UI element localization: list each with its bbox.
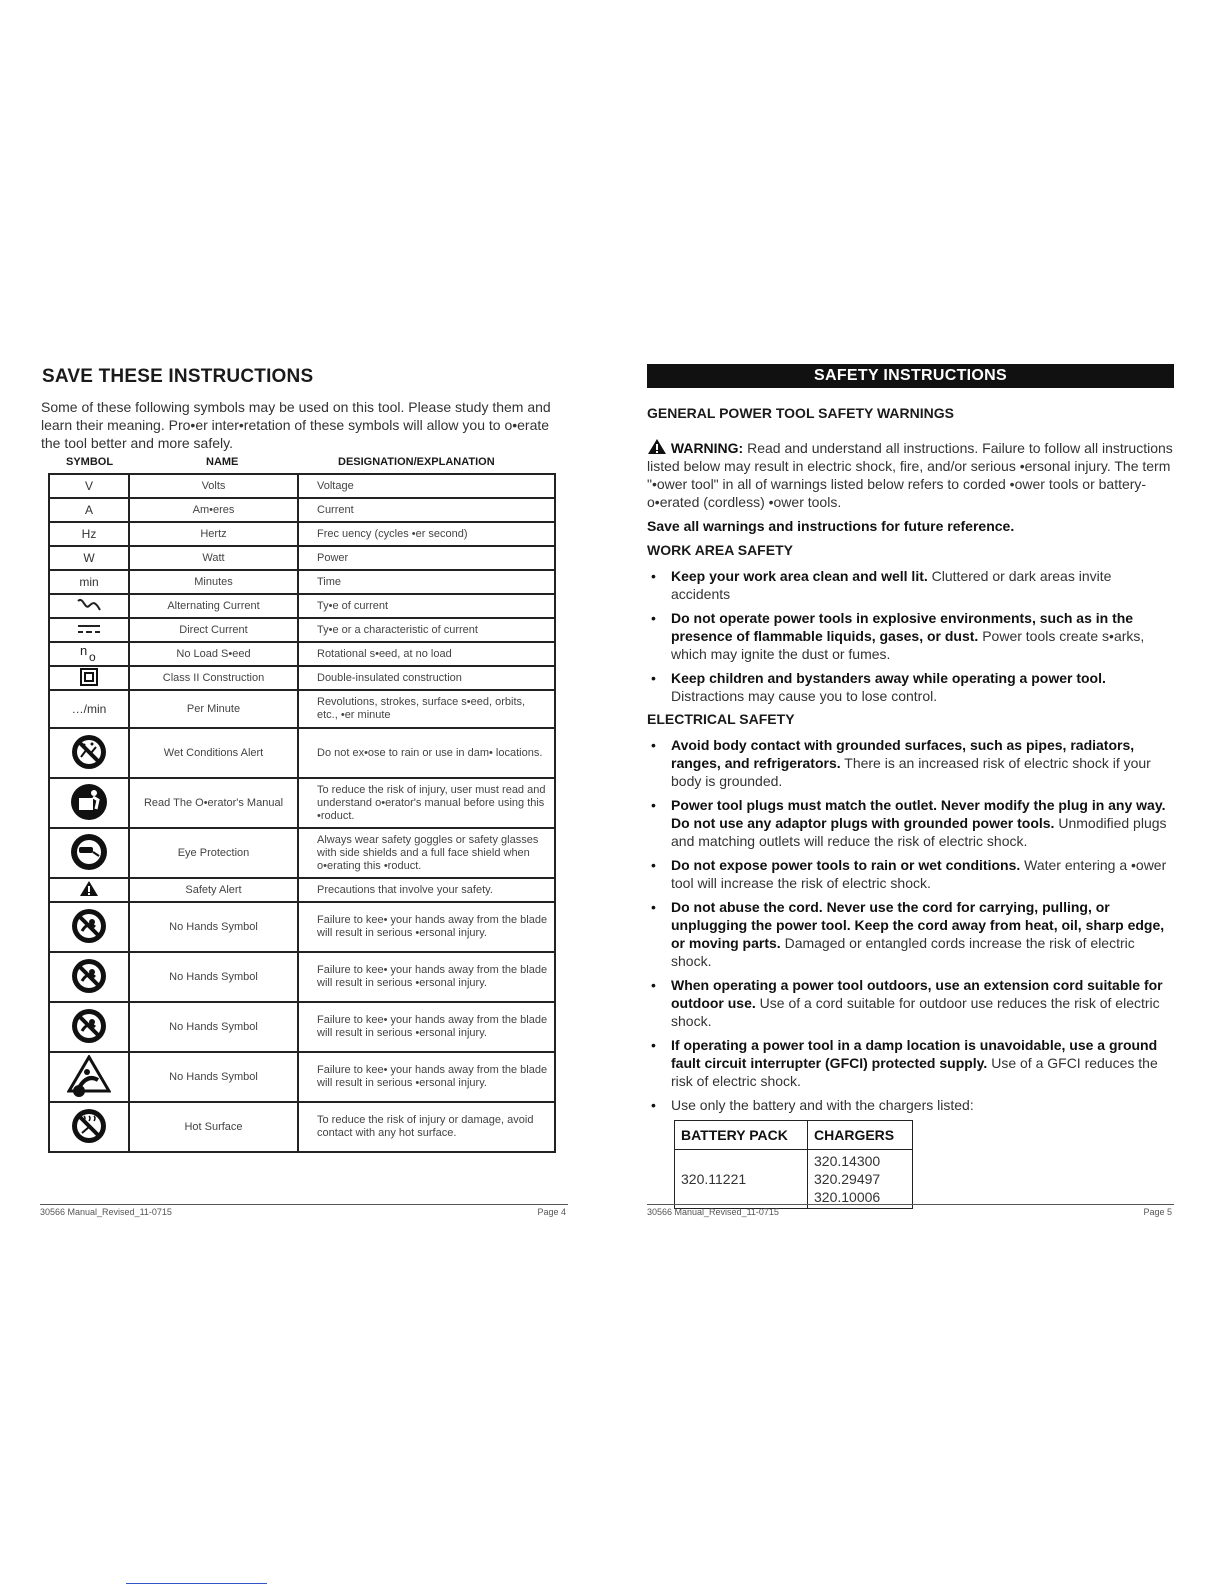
symbol-cell [49, 594, 129, 618]
bullet-text: Cluttered or dark areas invite accidents [671, 568, 1112, 602]
symbol-explanation: Rotational s•eed, at no load [298, 642, 555, 666]
chargers-values [808, 1150, 913, 1209]
symbol-name: Watt [129, 546, 298, 570]
symbol-explanation: Failure to kee• your hands away from the blade will result in serious •ersonal injury. [298, 1052, 555, 1102]
bullet-item [647, 567, 1174, 603]
symbol-table-row [49, 1002, 555, 1052]
bullet-bold-text: Do not abuse the cord. Never use the cord for carrying, pulling, or unplugging the power tool. Keep the cord away from heat, oil, sharp edge, or moving parts. [671, 899, 1165, 951]
symbol-table-row [49, 666, 555, 690]
symbol-table-row [49, 546, 555, 570]
symbol-cell [49, 902, 129, 952]
symbol-table-row [49, 1052, 555, 1102]
symbol-table-row [49, 952, 555, 1002]
bullet-item [647, 976, 1174, 1030]
bullet-item [647, 856, 1174, 892]
symbol-table-row [49, 474, 555, 498]
symbol-explanation: To reduce the risk of injury or damage, avoid contact with any hot surface. [298, 1102, 555, 1152]
symbol-explanation: Ty•e or a characteristic of current [298, 618, 555, 642]
symbol-cell [49, 778, 129, 828]
symbol-table-row [49, 778, 555, 828]
symbol-table-row [49, 642, 555, 666]
chargers-header: CHARGERS [808, 1121, 913, 1150]
symbol-explanation: Failure to kee• your hands away from the blade will result in serious •ersonal injury. [298, 952, 555, 1002]
symbol-name: Hertz [129, 522, 298, 546]
symbol-text: Hz [49, 522, 129, 546]
column-header-symbol: SYMBOL [66, 456, 114, 468]
charger-model: 320.14300 [814, 1153, 881, 1169]
symbol-name: Read The O•erator's Manual [129, 778, 298, 828]
left-page [40, 366, 568, 471]
bullet-item [647, 1096, 1174, 1114]
symbol-explanation: Failure to kee• your hands away from the blade will result in serious •ersonal injury. [298, 902, 555, 952]
bullet-item [647, 1036, 1174, 1090]
symbol-text: W [49, 546, 129, 570]
footer-document-code: 30566 Manual_Revised_11-0715 [40, 1207, 172, 1217]
symbol-explanation: Power [298, 546, 555, 570]
warning-paragraph [647, 438, 1174, 511]
symbol-table-row [49, 594, 555, 618]
bullet-bold-text: Keep your work area clean and well lit. [671, 568, 928, 584]
symbol-table-row [49, 828, 555, 878]
symbol-cell [49, 1052, 129, 1102]
bullet-item [647, 736, 1174, 790]
bullet-text: Use of a cord suitable for outdoor use reduces the risk of electric shock. [671, 995, 1160, 1029]
column-header-name: NAME [206, 456, 239, 468]
svg-text:n: n [80, 643, 88, 658]
symbol-cell [49, 642, 129, 666]
section-banner: SAFETY INSTRUCTIONS [647, 364, 1174, 388]
symbol-explanation: Failure to kee• your hands away from the blade will result in serious •ersonal injury. [298, 1002, 555, 1052]
bullet-text: Power tools create s•arks, which may ignite the dust or fumes. [671, 628, 1145, 662]
symbol-name: No Hands Symbol [129, 1052, 298, 1102]
bullet-text: Use of a GFCI reduces the risk of electric shock. [671, 1055, 1158, 1089]
symbol-explanation: Precautions that involve your safety. [298, 878, 555, 902]
symbol-name: Class II Construction [129, 666, 298, 690]
bullet-bold-text: Avoid body contact with grounded surfaces, such as pipes, radiators, ranges, and refrigerators. [671, 737, 1135, 771]
symbol-cell [49, 828, 129, 878]
symbol-text: V [49, 474, 129, 498]
safety-alert-icon [79, 880, 99, 900]
symbol-name: Eye Protection [129, 828, 298, 878]
bullet-text: Water entering a •ower tool will increase the risk of electric shock. [671, 857, 1167, 891]
bullet-item [647, 898, 1174, 970]
work-area-list [647, 567, 1174, 705]
symbol-name: Per Minute [129, 690, 298, 728]
no-hands-icon [70, 907, 108, 948]
bullet-bold-text: When operating a power tool outdoors, use an extension cord suitable for outdoor use. [671, 977, 1163, 1011]
symbol-table-row [49, 728, 555, 778]
symbol-table-row [49, 1102, 555, 1152]
charger-model: 320.29497 [814, 1171, 881, 1187]
no-hands-warning-icon [67, 1055, 111, 1100]
symbol-name: Wet Conditions Alert [129, 728, 298, 778]
bullet-bold-text: Do not operate power tools in explosive environments, such as in the presence of flammable liquids, gases, or dust. [671, 610, 1134, 644]
symbol-text: min [49, 570, 129, 594]
bullet-text: Damaged or entangled cords increase the risk of electric shock. [671, 935, 1135, 969]
direct-current-icon [76, 623, 102, 638]
svg-text:o: o [89, 649, 96, 662]
hot-surface-icon [70, 1107, 108, 1148]
left-footer [40, 1204, 568, 1217]
symbol-name: No Hands Symbol [129, 902, 298, 952]
symbol-explanation: Revolutions, strokes, surface s•eed, orbits, etc., •er minute [298, 690, 555, 728]
eye-protection-icon [69, 832, 109, 875]
no-hands-icon [70, 957, 108, 998]
general-warnings-heading: GENERAL POWER TOOL SAFETY WARNINGS [647, 405, 954, 421]
footer-page-number: Page 4 [537, 1207, 566, 1217]
symbol-cell [49, 878, 129, 902]
symbol-name: Minutes [129, 570, 298, 594]
no-load-speed-icon [76, 644, 102, 665]
save-warnings-line: Save all warnings and instructions for future reference. [647, 518, 1015, 534]
symbol-name: Alternating Current [129, 594, 298, 618]
bullet-text: Distractions may cause you to lose control. [671, 688, 938, 704]
symbol-explanation: Always wear safety goggles or safety glasses with side shields and a full face shield when o•erating this •roduct. [298, 828, 555, 878]
bullet-bold-text: Do not expose power tools to rain or wet conditions. [671, 857, 1021, 873]
symbol-cell [49, 1102, 129, 1152]
symbol-name: Volts [129, 474, 298, 498]
electrical-safety-list [647, 736, 1174, 1114]
bullet-item [647, 609, 1174, 663]
symbol-explanation: Voltage [298, 474, 555, 498]
battery-pack-header: BATTERY PACK [675, 1121, 808, 1150]
wet-conditions-icon [70, 733, 108, 774]
symbol-table-row [49, 522, 555, 546]
charger-model: 320.10006 [814, 1189, 881, 1205]
symbol-explanation: Double-insulated construction [298, 666, 555, 690]
column-header-designation: DESIGNATION/EXPLANATION [338, 456, 495, 468]
alternating-current-icon [76, 598, 102, 615]
bullet-text: Use only the battery and with the chargers listed: [671, 1097, 974, 1113]
symbol-table-row [49, 902, 555, 952]
symbol-explanation: To reduce the risk of injury, user must read and understand o•erator's manual before using this •roduct. [298, 778, 555, 828]
footer-document-code: 30566 Manual_Revised_11-0715 [647, 1207, 779, 1217]
symbol-table [48, 473, 556, 1153]
symbol-name: Direct Current [129, 618, 298, 642]
battery-pack-value: 320.11221 [675, 1150, 808, 1209]
symbol-name: No Load S•eed [129, 642, 298, 666]
warning-text: Read and understand all instructions. Failure to follow all instructions listed below may result in electric shock, fire, and/or serious •ersonal injury. The term "•ower tool" in all of warnings listed below refers to corded •ower tools or battery-o•erated (cordless) •ower tools. [647, 440, 1173, 510]
right-footer [647, 1204, 1174, 1217]
symbol-name: No Hands Symbol [129, 1002, 298, 1052]
symbol-cell [49, 618, 129, 642]
page-title: SAVE THESE INSTRUCTIONS [42, 366, 314, 387]
footer-page-number: Page 5 [1143, 1207, 1172, 1217]
right-page [647, 364, 1174, 1209]
symbol-cell [49, 666, 129, 690]
symbol-table-row [49, 690, 555, 728]
symbol-cell [49, 952, 129, 1002]
symbol-explanation: Time [298, 570, 555, 594]
electrical-safety-heading: ELECTRICAL SAFETY [647, 711, 795, 727]
symbol-text: …/min [49, 690, 129, 728]
bullet-bold-text: Keep children and bystanders away while operating a power tool. [671, 670, 1106, 686]
symbol-name: Safety Alert [129, 878, 298, 902]
symbol-table-header [40, 456, 568, 471]
bullet-bold-text: If operating a power tool in a damp location is unavoidable, use a ground fault circuit interrupter (GFCI) protected supply. [671, 1037, 1158, 1071]
symbol-table-row [49, 618, 555, 642]
symbol-explanation: Ty•e of current [298, 594, 555, 618]
symbol-name: Am•eres [129, 498, 298, 522]
bullet-bold-text: Power tool plugs must match the outlet. Never modify the plug in any way. Do not use any adaptor plugs with grounded power tools. [671, 797, 1166, 831]
symbol-table-row [49, 498, 555, 522]
work-area-heading: WORK AREA SAFETY [647, 542, 793, 558]
bullet-text: There is an increased risk of electric shock if your body is grounded. [671, 755, 1151, 789]
symbol-explanation: Do not ex•ose to rain or use in dam• locations. [298, 728, 555, 778]
battery-charger-table [674, 1120, 913, 1209]
symbol-name: No Hands Symbol [129, 952, 298, 1002]
symbol-cell [49, 1002, 129, 1052]
warning-triangle-icon [647, 438, 667, 455]
symbol-name: Hot Surface [129, 1102, 298, 1152]
symbol-cell [49, 728, 129, 778]
symbol-explanation: Current [298, 498, 555, 522]
symbol-explanation: Frec uency (cycles •er second) [298, 522, 555, 546]
warning-label: WARNING: [670, 440, 744, 456]
symbol-table-row [49, 878, 555, 902]
symbol-table-row [49, 570, 555, 594]
no-hands-icon [70, 1007, 108, 1048]
symbol-text: A [49, 498, 129, 522]
bullet-item [647, 669, 1174, 705]
bullet-item [647, 796, 1174, 850]
class-ii-construction-icon [80, 668, 98, 689]
intro-paragraph: Some of these following symbols may be used on this tool. Please study them and learn their meaning. Pro•er inter•retation of these symbols will allow you to o•erate the tool better and more safely. [41, 399, 551, 451]
bullet-text: Unmodified plugs and matching outlets will reduce the risk of electric shock. [671, 815, 1167, 849]
read-manual-icon [69, 782, 109, 825]
